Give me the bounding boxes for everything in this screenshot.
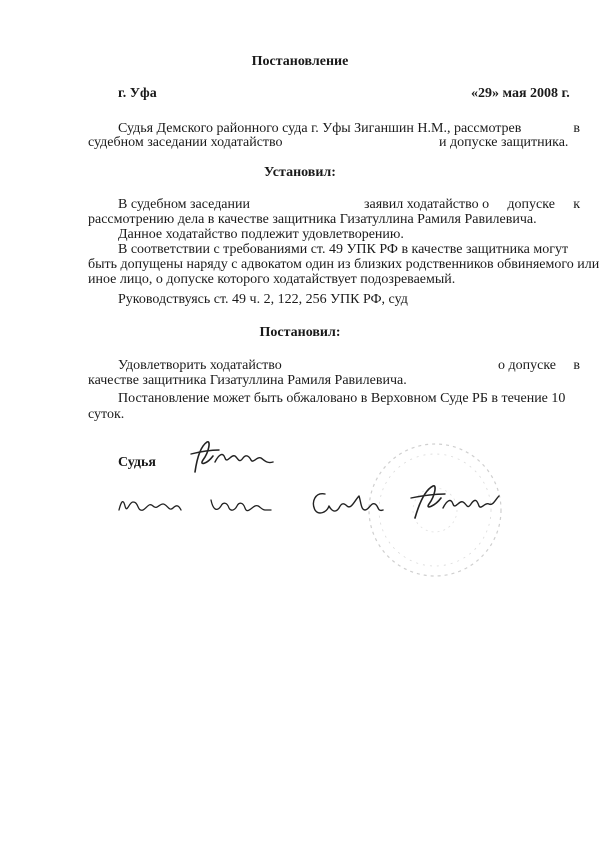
s1-line-2: рассмотрению дела в качестве защитника Гизатуллина Рамиля Равилевича. (88, 212, 537, 227)
s2-line-4: суток. (88, 407, 125, 422)
s1-line-1b: заявил ходатайство о допуске к (364, 197, 580, 212)
s2-line-1b: о допуске в (498, 358, 580, 373)
section1-heading: Установил: (264, 165, 336, 180)
s1-line-1a: В судебном заседании (118, 197, 251, 212)
intro-line-2a: судебном заседании ходатайство (88, 135, 283, 150)
signature-label: Судья (118, 455, 156, 470)
intro-line-2b: и допуске защитника. (439, 135, 569, 150)
s2-line-3: Постановление может быть обжаловано в Верховном Суде РБ в течение 10 (118, 391, 566, 406)
s1-line-3: Данное ходатайство подлежит удовлетворению. (118, 227, 404, 242)
s1-line-5: быть допущены наряду с адвокатом один из близких родственников обвиняемого или (88, 257, 600, 272)
intro-line-1: Судья Демского районного суда г. Уфы Зиганшин Н.М., рассмотрев в (118, 121, 580, 136)
s2-line-2: качестве защитника Гизатуллина Рамиля Равилевича. (88, 373, 407, 388)
s1-line-4: В соответствии с требованиями ст. 49 УПК РФ в качестве защитника могут (118, 242, 569, 257)
s1-line-6: иное лицо, о допуске которого ходатайствует подозреваемый. (88, 272, 456, 287)
judge-signature (185, 438, 285, 478)
section2-heading: Постановил: (259, 325, 341, 340)
handwritten-certification (115, 480, 510, 530)
s1-line-7: Руководствуясь ст. 49 ч. 2, 122, 256 УПК РФ, суд (118, 292, 408, 307)
city: г. Уфа (118, 86, 157, 101)
s2-line-1a: Удовлетворить ходатайство (118, 358, 282, 373)
date: «29» мая 2008 г. (471, 86, 570, 101)
document-title: Постановление (251, 54, 349, 69)
